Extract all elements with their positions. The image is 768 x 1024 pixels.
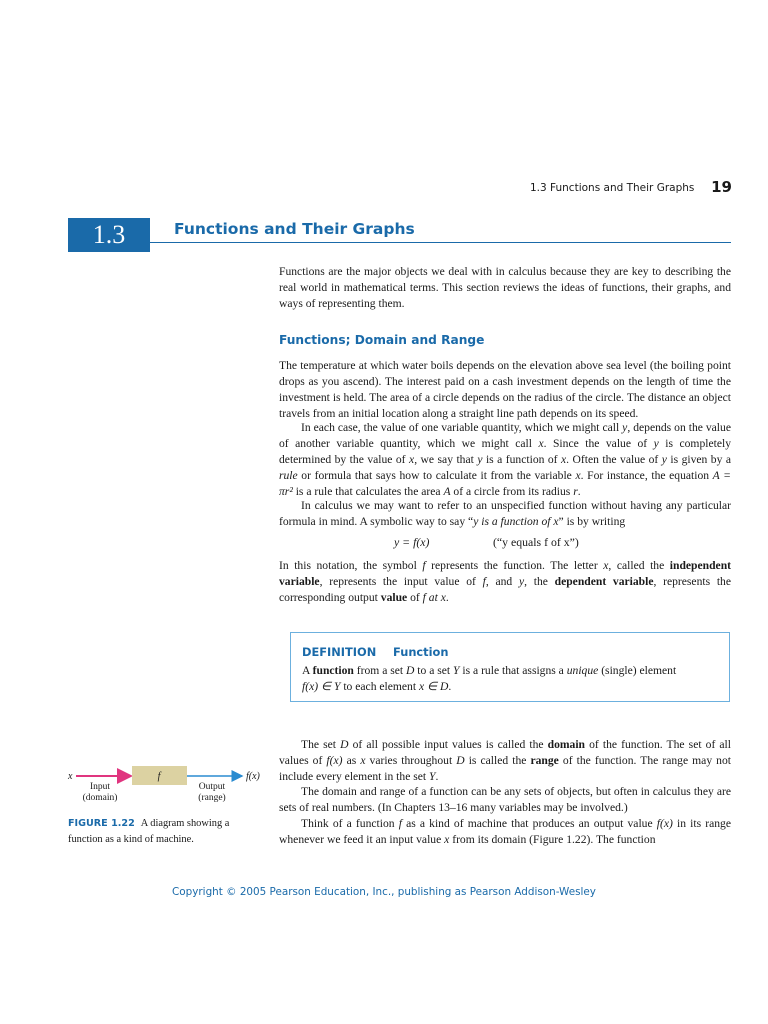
definition-text: A function from a set D to a set Y is a rule that assigns a unique (single) element f(x) ∈ Y to each element x ∈ D. — [302, 664, 677, 693]
paragraph-think: Think of a function f as a kind of machine that produces an output value f(x) in its range whenever we feed it an input value x from its domain (Figure 1.22). The function — [279, 817, 731, 846]
figure-label: FIGURE 1.22 — [68, 818, 135, 829]
paragraph-calculus: In calculus we may want to refer to an unspecified function without having any particular formula in mind. A symbolic way to say “y is a function of x” is by writing — [279, 499, 731, 528]
equation-reading: (“y equals f of x”) — [493, 535, 579, 549]
figure-caption-text: A diagram showing a function as a kind of machine. — [68, 818, 230, 845]
paragraph-temperature: The temperature at which water boils depends on the elevation above sea level (the boiling point drops as you ascend). The interest paid on a cash investment depends on the length of time the investment is held. The area of a circle depends on the radius of the circle. The distance an object travels from an initial location along a straight line path depends on its speed. — [279, 359, 731, 420]
term-domain: domain — [547, 738, 586, 751]
figure-output-sublabel: (range) — [198, 793, 226, 803]
paragraph-set-d: The set D of all possible input values is called the domain of the function. The set of all values of f(x) as x varies throughout D is called the range of the function. The range may not include every element in the set Y. — [279, 738, 732, 783]
figure-caption — [68, 816, 258, 847]
section-title: Functions and Their Graphs — [174, 220, 415, 238]
paragraph-each-case: In each case, the value of one variable quantity, which we might call y, depends on the value of another variable quantity, which we might call x. Since the value of y is completely determined by the value of x, we say that y is a function of x. Often the value of y is given by a rule or formula that says how to calculate it from the variable x. For instance, the equation A = πr² is a rule that calculates the area A of a circle from its radius r. — [279, 421, 732, 498]
definition-term: Function — [393, 645, 449, 659]
term-independent-variable: independent variable — [279, 559, 732, 588]
figure-input-label: Input — [89, 782, 111, 792]
term-dependent-variable: dependent variable — [554, 574, 654, 588]
paragraph-notation: In this notation, the symbol f represents the function. The letter x, called the independent variable, represents the input value of f, and y, the dependent variable, represents the corresponding output value of f at x. — [279, 559, 732, 604]
copyright-footer: Copyright © 2005 Pearson Education, Inc., publishing as Pearson Addison-Wesley — [172, 886, 596, 898]
term-range: range — [530, 753, 559, 767]
paragraph-domain-range: The domain and range of a function can be any sets of objects, but often in calculus they are sets of real numbers. (In Chapters 13–16 many variables may be involved.) — [279, 785, 731, 814]
subsection-heading: Functions; Domain and Range — [279, 333, 485, 347]
section-rule — [150, 242, 731, 243]
figure-input-sublabel: (domain) — [82, 793, 118, 803]
running-head-section: 1.3 Functions and Their Graphs — [530, 182, 695, 194]
equation-y-equals-fx: y = f(x) — [394, 535, 430, 549]
page-number: 19 — [711, 178, 732, 196]
area-equation: A = πr² — [279, 468, 731, 498]
figure-output-var: f(x) — [246, 771, 260, 782]
definition-label: DEFINITION — [302, 645, 377, 659]
figure-output-label: Output — [198, 782, 226, 792]
intro-paragraph: Functions are the major objects we deal with in calculus because they are key to describing the real world in mathematical terms. This section reviews the ideas of functions, their graphs, and ways of representing them. — [279, 265, 731, 310]
figure-input-var: x — [68, 771, 73, 782]
section-number-box: 1.3 — [68, 218, 150, 252]
function-machine-diagram — [64, 760, 274, 806]
figure-box-label: f — [157, 771, 161, 782]
running-head — [520, 180, 732, 196]
definition-box — [290, 632, 730, 702]
